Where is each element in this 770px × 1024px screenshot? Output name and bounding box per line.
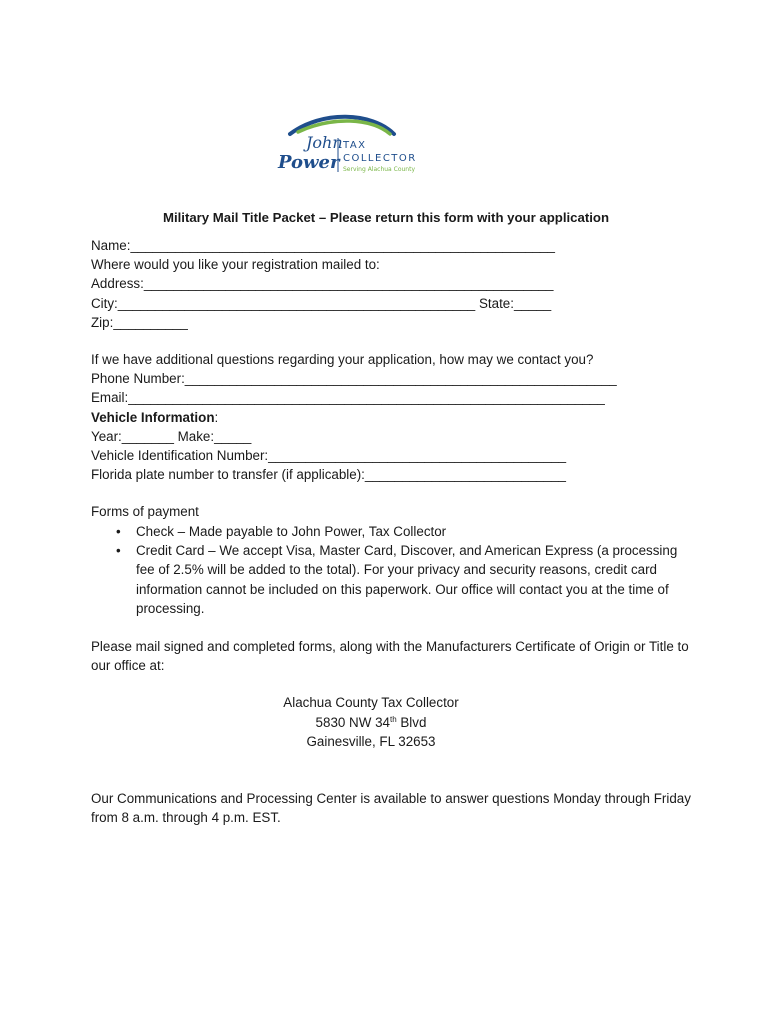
- office-street: [91, 713, 651, 732]
- payment-list: [91, 522, 691, 619]
- office-street-number: 5830 NW 34: [315, 714, 390, 730]
- payment-heading: Forms of payment: [91, 504, 199, 520]
- mail-instructions: Please mail signed and completed forms, along with the Manufacturers Certificate of Origin or Title to our office at:: [91, 638, 689, 674]
- payment-item-check: • Check – Made payable to John Power, Tax Collector: [136, 522, 691, 541]
- john-power-logo: [272, 112, 432, 178]
- phone-field: Phone Number:__________________________________________________________: [91, 371, 617, 387]
- office-street-name: Blvd: [396, 714, 427, 730]
- hours-note: Our Communications and Processing Center is available to answer questions Monday through Friday from 8 a.m. through 4 p.m. EST.: [91, 790, 691, 826]
- logo-script-power: Power: [278, 152, 340, 173]
- vehicle-heading: [91, 408, 691, 427]
- vehicle-heading-text: Vehicle Information: [91, 409, 215, 425]
- office-address: [91, 693, 691, 751]
- year-make-field: Year:_______ Make:_____: [91, 428, 252, 444]
- mailed-to-label: Where would you like your registration mailed to:: [91, 257, 380, 273]
- office-street-suffix: th: [389, 714, 397, 724]
- vehicle-heading-colon: :: [214, 409, 219, 425]
- office-city: Gainesville, FL 32653: [306, 734, 436, 750]
- address-field: Address:_______________________________________________________: [91, 276, 554, 292]
- name-field: Name:_________________________________________________________: [91, 238, 555, 253]
- zip-field: Zip:__________: [91, 314, 188, 330]
- document-body: [91, 210, 691, 828]
- logo-script-john: John: [306, 133, 343, 152]
- contact-question: If we have additional questions regarding your application, how may we contact you?: [91, 352, 594, 368]
- logo-collector: COLLECTOR: [343, 153, 417, 164]
- logo-serving: Serving Alachua County: [343, 166, 416, 173]
- payment-item-credit-card: • Credit Card – We accept Visa, Master Card, Discover, and American Express (a processing fee of 2.5% will be added to the total). For your privacy and security reasons, credit card information cannot be included on this paperwork. Our office will contact you at the time of processing.: [136, 541, 691, 619]
- plate-field: Florida plate number to transfer (if applicable):___________________________: [91, 467, 566, 483]
- city-state-field: City:________________________________________________ State:_____: [91, 295, 552, 311]
- vin-field: Vehicle Identification Number:________________________________________: [91, 448, 567, 464]
- office-name: Alachua County Tax Collector: [283, 695, 459, 711]
- logo-tax: TAX: [343, 140, 367, 151]
- email-field: Email:________________________________________________________________: [91, 390, 605, 406]
- page-title: Military Mail Title Packet – Please return this form with your application: [162, 210, 610, 225]
